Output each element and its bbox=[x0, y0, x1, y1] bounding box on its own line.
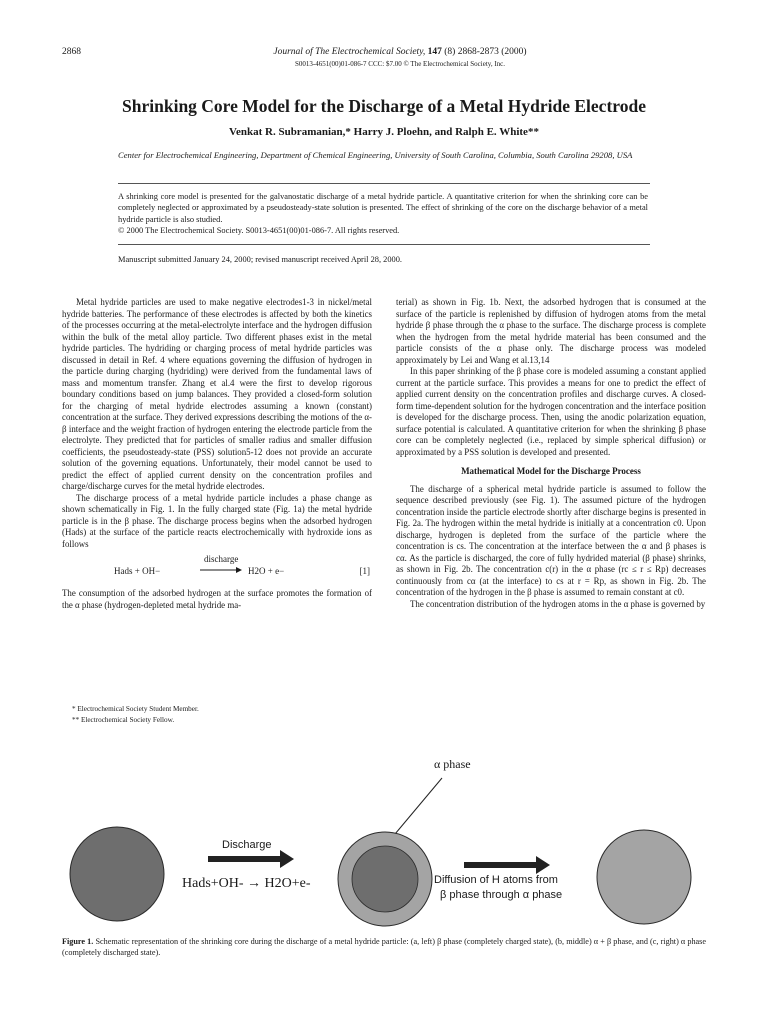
equation-number: [1] bbox=[359, 566, 370, 576]
diffusion-label-line1: Diffusion of H atoms from bbox=[434, 874, 558, 886]
figure-1 bbox=[62, 754, 706, 936]
particle-beta-core bbox=[352, 846, 418, 912]
journal-volume: 147 bbox=[427, 47, 442, 57]
footnote: ** Electrochemical Society Fellow. bbox=[72, 716, 175, 724]
particle-alpha-phase bbox=[597, 830, 691, 924]
journal-citation bbox=[180, 47, 620, 57]
section-heading: Mathematical Model for the Discharge Process bbox=[461, 466, 641, 476]
footnotes bbox=[72, 704, 372, 726]
diffusion-label-line2: β phase through α phase bbox=[440, 889, 563, 901]
equation-lhs: Hads + OH− bbox=[114, 566, 161, 576]
authors: Venkat R. Subramanian,* Harry J. Ploehn, and Ralph E. White** bbox=[229, 126, 539, 138]
footnote: * Electrochemical Society Student Member. bbox=[72, 705, 199, 713]
right-column bbox=[396, 297, 706, 610]
figure-1-diagram bbox=[62, 754, 706, 936]
paragraph: The consumption of the adsorbed hydrogen at the surface promotes the formation of the α phase (hydrogen-depleted metal hydride ma- bbox=[62, 588, 372, 610]
discharge-arrow-head bbox=[280, 850, 294, 868]
caption-text: Schematic representation of the shrinking core during the discharge of a metal hydride particle: (a, left) β phase (completely charged state), (b, middle) α + β phase, and (c, right) α phase (completely discharged state). bbox=[62, 937, 706, 957]
paragraph: In this paper shrinking of the β phase core is modeled assuming a constant applied current at the particle surface. This provides a means for one to predict the effect of applied current density on the concentration profiles and discharge curves. A closed-form time-dependent solution for the hydrogen concentration and the interface position is developed for the discharge process. Then, using the anodic polarization equation, surface potential is calculated. A quantitative criterion for when the shrinking β phase core can be completely neglected (i.e., replaced by simple spherical diffusion) or approximated by a PSS solution is developed and presented. bbox=[396, 366, 706, 457]
paragraph: The discharge of a spherical metal hydride particle is assumed to follow the sequence described previously (see Fig. 1). The assumed picture of the hydrogen concentration inside the particle electrode shortly after discharge begins is presented in Fig. 2a. The hydrogen within the metal hydride is initially at a concentration c0. Upon discharge, hydrogen is depleted from the surface of the particle where the concentration is cs. The concentration at the interface between the α and β phases is cα. As the particle is discharged, the core of fully hydrided material (β phase) shrinks, as shown in Fig. 2b. The concentration c(r) in the α phase (rc ≤ r ≤ Rp) decreases continuously from cα (at the interface) to cs at r = Rp, as shown in Fig. 2b. The concentration of the hydrogen in the β phase is assumed to remain constant at c0. bbox=[396, 483, 706, 597]
abstract bbox=[118, 191, 648, 236]
issn-line: S0013-4651(00)01-086-7 CCC: $7.00 © The Electrochemical Society, Inc. bbox=[294, 60, 506, 68]
particle-beta-phase bbox=[70, 827, 164, 921]
copyright: © 2000 The Electrochemical Society. S0013-4651(00)01-086-7. All rights reserved. bbox=[118, 225, 400, 235]
journal-name: Journal of The Electrochemical Society, bbox=[273, 47, 426, 57]
diffusion-arrow-shaft bbox=[464, 862, 536, 868]
abstract-text: A shrinking core model is presented for the galvanostatic discharge of a metal hydride particle. A quantitative criterion for when the shrinking core can be completely neglected or approximated by a pseudosteady-state solution is presented. The effect of shrinking of the core on the discharge behavior of a metal hydride particle is also studied. bbox=[118, 192, 648, 224]
left-column bbox=[62, 297, 372, 611]
paper-title: Shrinking Core Model for the Discharge of a Metal Hydride Electrode bbox=[122, 96, 646, 116]
paragraph: Metal hydride particles are used to make negative electrodes1-3 in nickel/metal hydride batteries. The performance of these electrodes is affected by both the kinetics of the processes occurring at the metal-electrolyte interface and the hydrogen diffusion within the bulk of the metal alloy particle. Two different phases exist in the metal hydride particles. The hydriding or charging process of metal hydride particles was discussed in detail in Ref. 4 where equations governing the diffusion of hydrogen in the particle during charging (hydriding) were derived from the fundamental laws of mass and momentum transfer. Zhang et al.4 were the first to develop rigorous boundary conditions based on jump balances. They provided a closed-form solution for the charging of metal hydride electrodes assuming a known (constant) concentration at the surface. They derived expressions describing the motions of the α-β interface and the weight fraction of hydrogen entering the electrode particle from the electrolyte. They predicted that for particles of smaller radius and smaller diffusion coefficients, the pseudosteady-state (PSS) solution5-12 does not provide an accurate solution of the governing equations. Unfortunately, their model cannot be used to predict the effect of applied current density on the concentration profiles and charge/discharge curves for the metal hydride electrodes. bbox=[62, 297, 372, 491]
abstract-top-rule bbox=[118, 183, 650, 184]
abstract-bottom-rule bbox=[118, 244, 650, 245]
discharge-arrow-shaft bbox=[208, 856, 280, 862]
affiliation: Center for Electrochemical Engineering, Department of Chemical Engineering, University of South Carolina, Columbia, South Carolina 29208, USA bbox=[118, 150, 633, 160]
reaction-arrow-icon bbox=[198, 564, 242, 592]
alpha-pointer-line bbox=[390, 778, 442, 840]
diffusion-arrow-head bbox=[536, 856, 550, 874]
equation-rhs: H2O + e− bbox=[248, 566, 285, 576]
reaction-label: Hads+OH- → H2O+e- bbox=[182, 876, 311, 891]
journal-issue: (8) 2868-2873 (2000) bbox=[444, 47, 527, 57]
alpha-phase-label: α phase bbox=[434, 757, 471, 771]
paragraph: terial) as shown in Fig. 1b. Next, the adsorbed hydrogen that is consumed at the surface of the particle is replenished by diffusion of hydrogen atoms from the metal hydride β phase through the α phase to the surface. The discharge process is complete when the hydrogen from the metal hydride material has been consumed and the particle consists of the α phase only. The discharge process was modeled approximately by Lei and Wang et al.13,14 bbox=[396, 297, 706, 365]
figure-1-caption bbox=[62, 936, 706, 958]
paragraph: The discharge process of a metal hydride particle includes a phase change as shown schematically in Fig. 1. In the fully charged state (Fig. 1a) the metal hydride particle is in the β phase. The discharge process begins when the adsorbed hydrogen (Hads) at the surface of the particle reacts electrochemically with hydroxide ions as follows bbox=[62, 492, 372, 549]
manuscript-dates: Manuscript submitted January 24, 2000; revised manuscript received April 28, 2000. bbox=[118, 255, 402, 264]
figure-label: Figure 1. bbox=[62, 937, 94, 946]
paragraph: The concentration distribution of the hydrogen atoms in the α phase is governed by bbox=[410, 598, 706, 609]
equation-1 bbox=[62, 552, 372, 588]
discharge-label: Discharge bbox=[222, 839, 272, 851]
equation-arrow-label: discharge bbox=[204, 554, 239, 564]
page-number: 2868 bbox=[62, 47, 81, 57]
